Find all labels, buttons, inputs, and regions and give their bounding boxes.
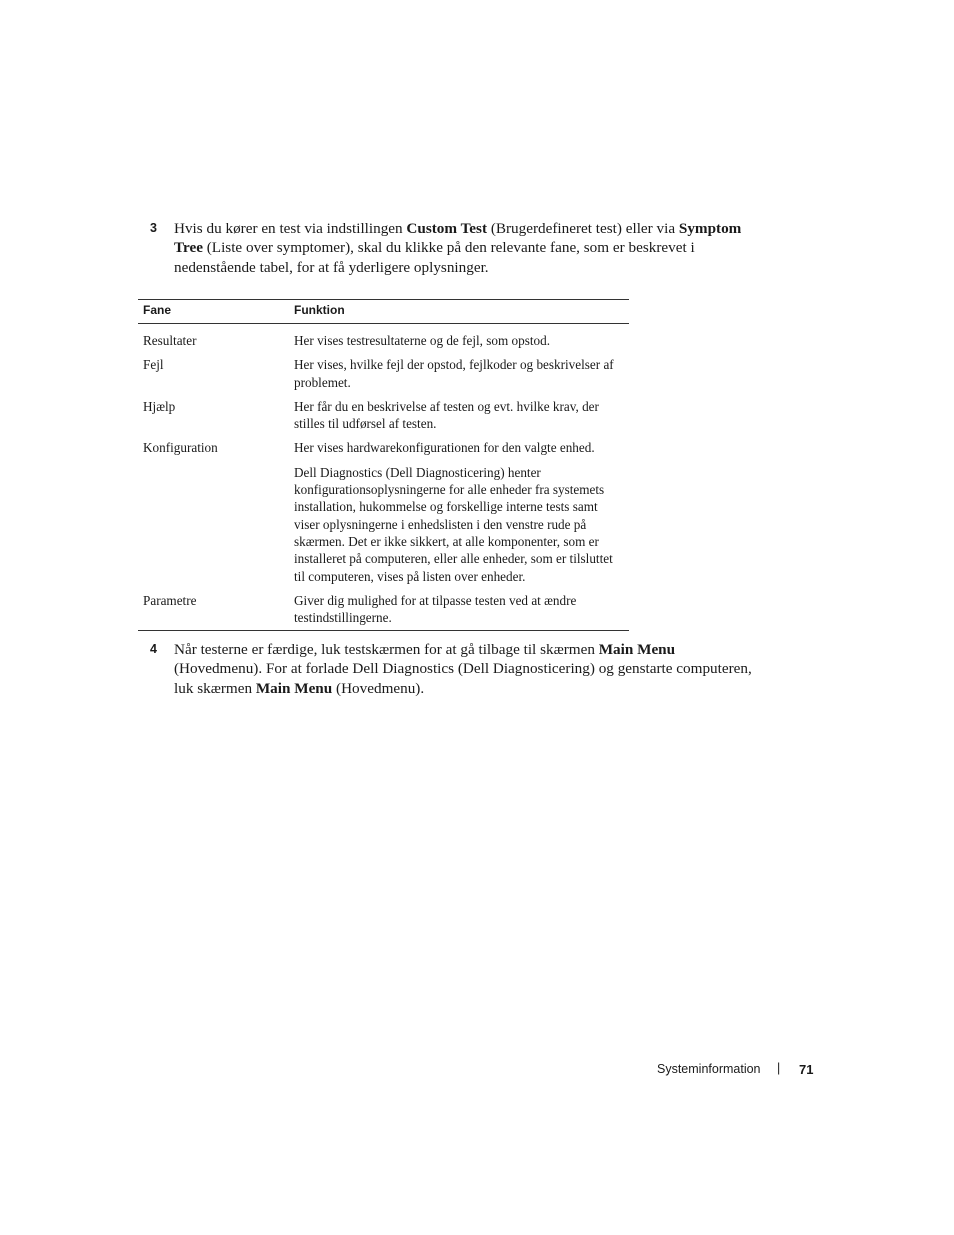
cell-tab — [138, 461, 289, 589]
footer-section-title: Systeminformation — [657, 1062, 761, 1076]
header-fane: Fane — [138, 300, 289, 324]
tab-function-table — [138, 299, 629, 631]
table-row — [138, 395, 629, 437]
page-number: 71 — [799, 1062, 814, 1077]
table-row — [138, 436, 629, 460]
table-row — [138, 324, 629, 354]
step-number: 4 — [150, 642, 157, 656]
main-menu-label: Main Menu — [255, 679, 333, 697]
cell-tab: Konfiguration — [143, 440, 218, 456]
cell-function: Dell Diagnostics (Dell Diagnosticering) henter konfigurationsoplysningerne for alle enheder fra systemets installation, hukommelse og forskellige interne tests samt viser oplysningerne i enhedslisten i den venstre rude på skærmen. Det er ikke sikkert, at alle komponenter, som er installeret på computeren, eller alle enheder, som er tilsluttet til computeren, vises på listen over enheder. — [294, 464, 613, 584]
cell-function: Her får du en beskrivelse af testen og evt. hvilke krav, der stilles til udførsel af testen. — [294, 398, 599, 432]
table-row — [138, 461, 629, 589]
cell-tab: Resultater — [143, 333, 197, 348]
step-3 — [150, 219, 760, 277]
cell-function: Her vises, hvilke fejl der opstod, fejlkoder og beskrivelser af problemet. — [294, 357, 614, 390]
cell-tab: Hjælp — [143, 398, 176, 414]
table-row — [138, 353, 629, 395]
step-4-text: Når testerne er færdige, luk testskærmen for at gå tilbage til skærmen Main Menu (Hovedmenu). For at forlade Dell Diagnostics (Dell Diagnosticering) og genstarte computeren, luk skærmen Main Menu (Hovedmenu). — [174, 641, 752, 697]
custom-test-label: Custom Test — [406, 220, 488, 237]
table-header-row — [138, 300, 629, 324]
footer-separator: | — [777, 1061, 781, 1075]
step-number: 3 — [150, 221, 157, 235]
cell-function: Her vises hardwarekonfigurationen for den valgte enhed. — [294, 440, 595, 456]
step-3-text: Hvis du kører en test via indstillingen Custom Test (Brugerdefineret test) eller via Symptom Tree (Liste over symptomer), skal du klikke på den relevante fane, som er beskrevet i nedenstående tabel, for at få yderligere oplysninger. — [174, 220, 742, 276]
symptom-tree-label: Symptom Tree — [174, 220, 742, 257]
table-row — [138, 589, 629, 631]
cell-function: Her vises testresultaterne og de fejl, som opstod. — [294, 333, 550, 348]
cell-tab: Parametre — [138, 589, 289, 631]
cell-tab: Fejl — [143, 357, 164, 373]
header-funktion: Funktion — [289, 300, 629, 324]
main-menu-label: Main Menu — [598, 641, 676, 658]
step-4 — [150, 640, 760, 698]
cell-function: Giver dig mulighed for at tilpasse testen ved at ændre testindstillingerne. — [289, 589, 629, 631]
